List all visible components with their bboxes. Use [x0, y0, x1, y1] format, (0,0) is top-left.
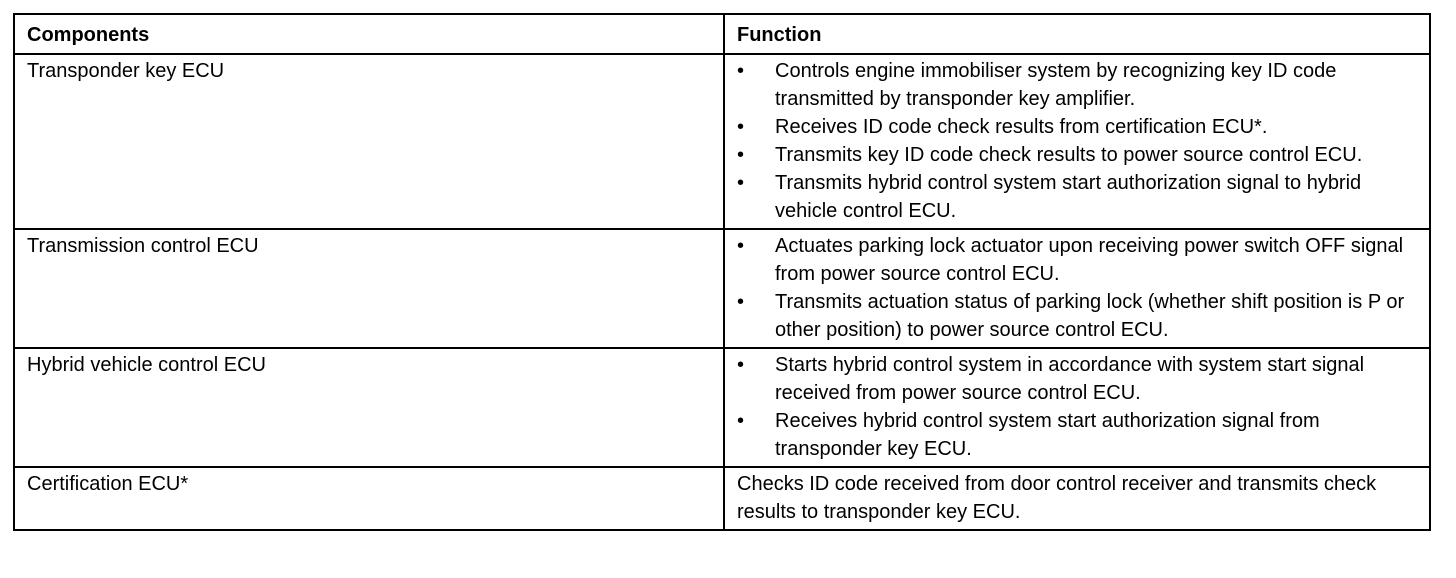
function-text: Receives hybrid control system start authorization signal from transponder key ECU.	[775, 410, 1320, 460]
list-item	[737, 57, 1419, 113]
list-item	[737, 407, 1419, 463]
table-row	[14, 467, 1430, 530]
function-text: Receives ID code check results from certification ECU*.	[775, 116, 1268, 138]
function-list	[737, 232, 1419, 344]
bullet-icon: •	[737, 172, 745, 194]
bullet-icon: •	[737, 235, 745, 257]
header-function: Function	[724, 14, 1430, 54]
list-item	[737, 351, 1419, 407]
header-components: Components	[14, 14, 724, 54]
bullet-icon: •	[737, 144, 745, 166]
list-item	[737, 169, 1419, 225]
component-cell: Certification ECU*	[14, 467, 724, 530]
bullet-icon: •	[737, 60, 745, 82]
bullet-icon: •	[737, 354, 745, 376]
function-text: Actuates parking lock actuator upon receiving power switch OFF signal from power source control ECU.	[775, 235, 1404, 285]
bullet-icon: •	[737, 116, 745, 138]
component-cell: Hybrid vehicle control ECU	[14, 348, 724, 467]
bullet-icon: •	[737, 291, 745, 313]
function-text: Starts hybrid control system in accordance with system start signal received from power source control ECU.	[775, 354, 1365, 404]
component-cell: Transmission control ECU	[14, 229, 724, 348]
table-row	[14, 54, 1430, 229]
function-cell: Checks ID code received from door control receiver and transmits check results to transponder key ECU.	[724, 467, 1430, 530]
function-text: Transmits hybrid control system start authorization signal to hybrid vehicle control ECU.	[775, 172, 1362, 222]
list-item	[737, 141, 1419, 169]
function-cell	[724, 229, 1430, 348]
function-text: Transmits key ID code check results to power source control ECU.	[775, 144, 1363, 166]
function-list	[737, 351, 1419, 463]
table-row	[14, 229, 1430, 348]
components-table	[13, 13, 1431, 531]
list-item	[737, 232, 1419, 288]
function-text: Controls engine immobiliser system by recognizing key ID code transmitted by transponder key amplifier.	[775, 60, 1337, 110]
list-item	[737, 113, 1419, 141]
function-cell	[724, 348, 1430, 467]
component-cell: Transponder key ECU	[14, 54, 724, 229]
list-item	[737, 288, 1419, 344]
header-row	[14, 14, 1430, 54]
function-list	[737, 57, 1419, 225]
bullet-icon: •	[737, 410, 745, 432]
function-text: Transmits actuation status of parking lock (whether shift position is P or other position) to power source control ECU.	[775, 291, 1405, 341]
table-row	[14, 348, 1430, 467]
function-cell	[724, 54, 1430, 229]
